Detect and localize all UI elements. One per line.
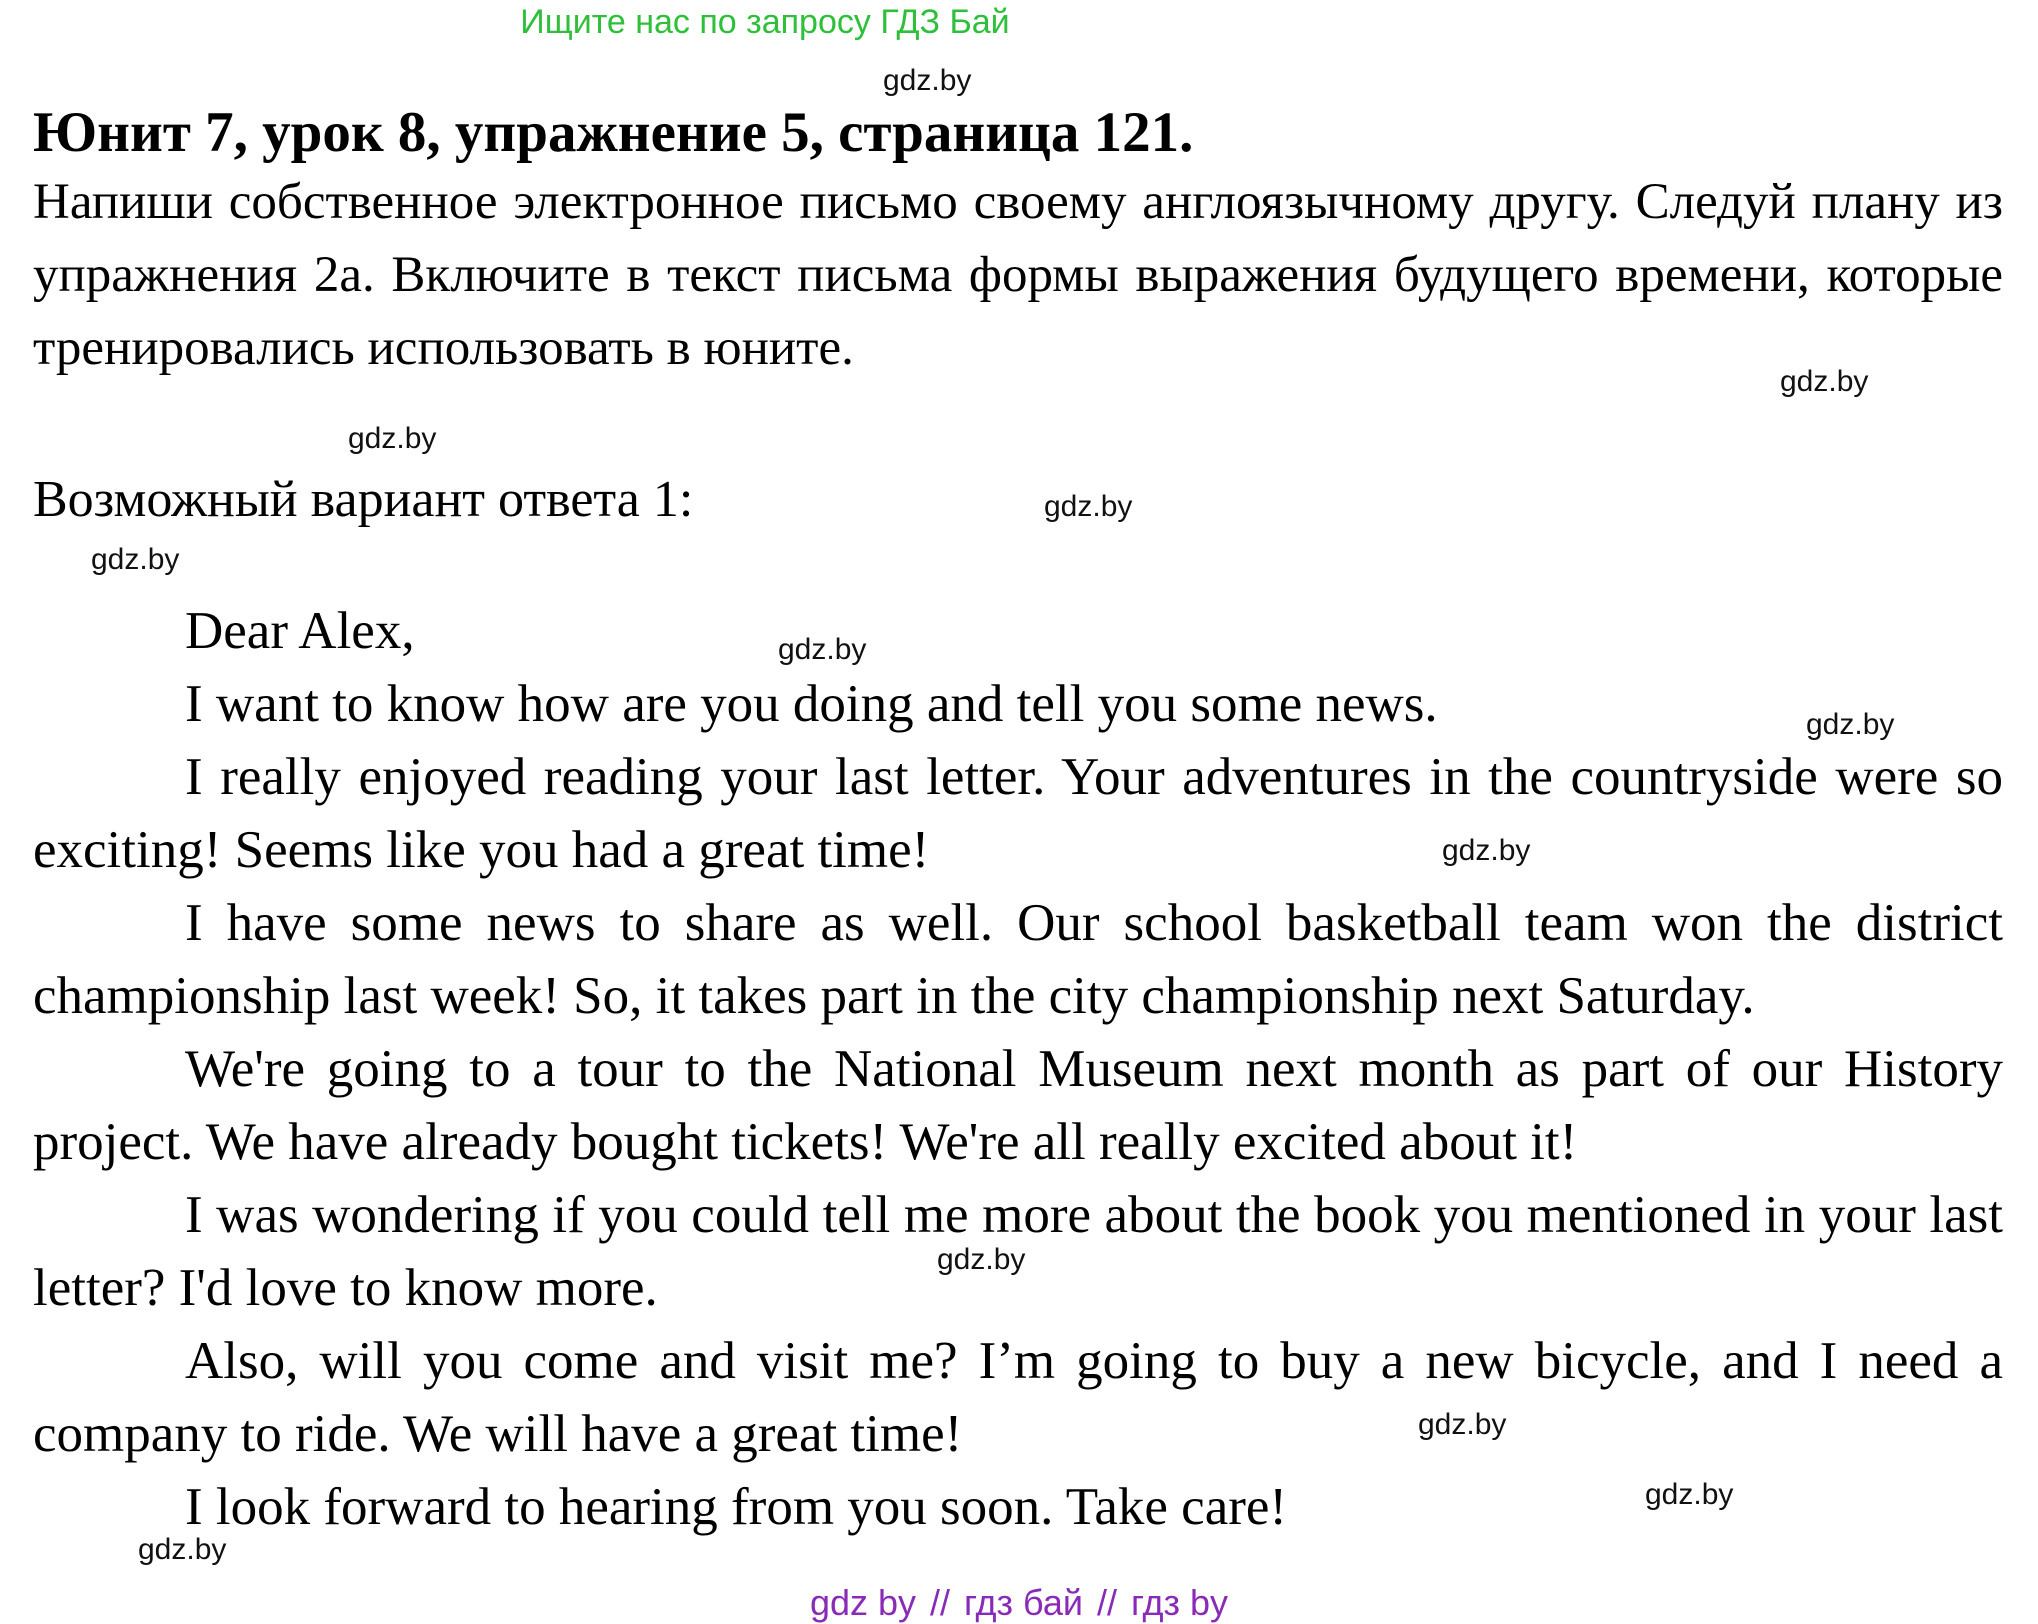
footer-separator: // [930, 1582, 951, 1623]
watermark: gdz.by [1418, 1408, 1507, 1441]
footer-item: гдз бай [964, 1582, 1083, 1623]
footer-item: gdz by [809, 1582, 917, 1623]
watermark: gdz.by [1442, 834, 1531, 867]
watermark: gdz.by [937, 1243, 1026, 1276]
watermark: gdz.by [348, 422, 437, 455]
watermark: gdz.by [1806, 708, 1895, 741]
watermark: gdz.by [883, 64, 972, 97]
watermark: gdz.by [1780, 365, 1869, 398]
letter-greeting: Dear Alex, [185, 602, 415, 660]
watermark: gdz.by [778, 633, 867, 666]
watermark: gdz.by [1044, 490, 1133, 523]
letter-paragraph: I really enjoyed reading your last letter. Your adventures in the countryside were so exciting! Seems like you had a great time! [33, 748, 2003, 879]
letter-paragraph: I have some news to share as well. Our school basketball team won the district championship last week! So, it takes part in the city championship next Saturday. [33, 894, 2003, 1025]
footer-item: гдз by [1131, 1582, 1229, 1623]
footer-separator: // [1096, 1582, 1117, 1623]
letter-body [33, 595, 2003, 1544]
page-title: Юнит 7, урок 8, упражнение 5, страница 121. [33, 101, 1194, 164]
watermark: gdz.by [138, 1533, 227, 1566]
top-banner: Ищите нас по запросу ГДЗ Бай [520, 3, 1010, 41]
letter-paragraph: I look forward to hearing from you soon. Take care! [185, 1478, 1288, 1536]
watermark: gdz.by [91, 543, 180, 576]
task-text: Напиши собственное электронное письмо своему англоязычному другу. Следуй плану из упражнения 2а. Включите в текст письма формы выражения будущего времени, которые тренировались использовать в юните. [33, 174, 2003, 376]
letter-paragraph: I was wondering if you could tell me more about the book you mentioned in your last letter? I'd love to know more. [33, 1186, 2003, 1317]
watermark: gdz.by [1645, 1478, 1734, 1511]
answer-variant-label: Возможный вариант ответа 1: [33, 471, 694, 528]
footer-watermark [0, 1582, 2038, 1624]
letter-paragraph: I want to know how are you doing and tell you some news. [185, 675, 1438, 733]
letter-paragraph: We're going to a tour to the National Museum next month as part of our History project. We have already bought tickets! We're all really excited about it! [33, 1040, 2003, 1171]
letter-paragraph: Also, will you come and visit me? I’m going to buy a new bicycle, and I need a company to ride. We will have a great time! [33, 1332, 2003, 1463]
